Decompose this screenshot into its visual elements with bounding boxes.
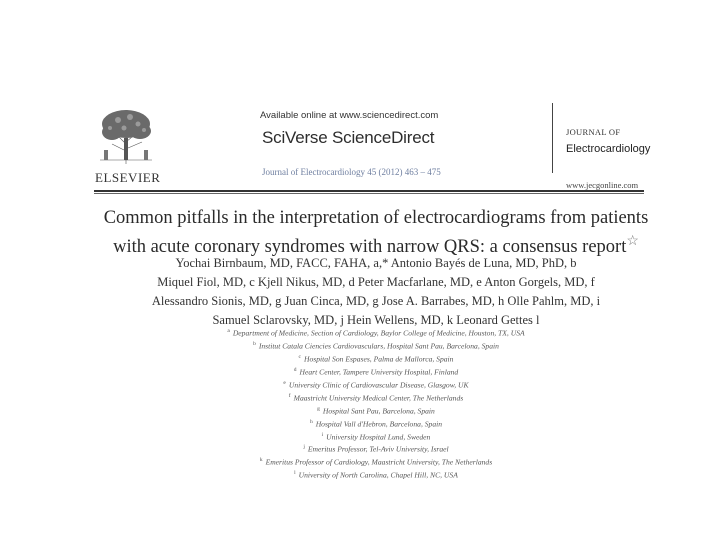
journal-url: www.jecgonline.com — [566, 180, 639, 190]
article-title — [96, 207, 656, 259]
affiliation-mark: k — [259, 457, 263, 464]
platform-name: SciVerse ScienceDirect — [262, 128, 435, 147]
available-online-text: Available online at www.sciencedirect.com — [260, 110, 439, 121]
affiliation-item — [96, 326, 656, 339]
affiliation-item — [96, 468, 656, 481]
author-list — [96, 254, 656, 330]
affiliation-item — [96, 417, 656, 430]
affiliation-text: Hospital Son Espases, Palma de Mallorca, Spain — [303, 354, 454, 364]
journal-masthead-divider — [552, 103, 643, 173]
affiliation-mark: e — [283, 379, 286, 386]
affiliation-text: Emeritus Professor, Tel-Aviv University, Israel — [307, 444, 449, 454]
journal-of-label: JOURNAL OF — [566, 127, 621, 137]
affiliation-text: Maastricht University Medical Center, The Netherlands — [293, 393, 464, 403]
affiliation-text: Department of Medicine, Section of Cardiology, Baylor College of Medicine, Houston, TX, USA — [232, 328, 525, 338]
affiliation-item — [96, 430, 656, 443]
affiliation-list — [96, 326, 656, 481]
affiliation-item — [96, 442, 656, 455]
affiliation-item — [96, 455, 656, 468]
affiliation-mark: i — [321, 431, 324, 438]
affiliation-mark: j — [303, 444, 305, 451]
title-text: with acute coronary syndromes with narrow QRS: a consensus report — [113, 237, 627, 258]
title-line: Common pitfalls in the interpretation of electrocardiograms from patients — [103, 208, 649, 228]
affiliation-item — [96, 404, 656, 417]
affiliation-mark: a — [227, 328, 230, 334]
affiliation-mark: b — [253, 340, 256, 347]
title-star-icon: ☆ — [626, 234, 639, 249]
journal-name: Electrocardiology — [566, 143, 651, 155]
affiliation-item — [96, 391, 656, 404]
affiliation-text: Institut Catala Ciencies Cardiovasculars, Hospital Sant Pau, Barcelona, Spain — [258, 341, 499, 351]
affiliation-mark: d — [293, 366, 297, 373]
affiliation-mark: l — [294, 470, 296, 477]
affiliation-item — [96, 339, 656, 352]
affiliation-text: University of North Carolina, Chapel Hill, NC, USA — [298, 470, 458, 480]
author-line: Alessandro Sionis, MD, g Juan Cinca, MD, g Jose A. Barrabes, MD, h Olle Pahlm, MD, i — [151, 294, 601, 308]
affiliation-item — [96, 352, 656, 365]
affiliation-text: Emeritus Professor of Cardiology, Maastricht University, The Netherlands — [265, 457, 493, 467]
elsevier-tree-logo — [94, 104, 158, 168]
journal-reference: Journal of Electrocardiology 45 (2012) 463 – 475 — [262, 167, 441, 177]
author-line: Miquel Fiol, MD, c Kjell Nikus, MD, d Peter Macfarlane, MD, e Anton Gorgels, MD, f — [157, 275, 595, 289]
affiliation-text: Heart Center, Tampere University Hospital, Finland — [299, 367, 459, 377]
affiliation-mark: c — [298, 353, 301, 360]
author-line: Yochai Birnbaum, MD, FACC, FAHA, a,* Antonio Bayés de Luna, MD, PhD, b — [175, 256, 577, 270]
affiliation-mark: f — [288, 392, 291, 399]
author-line: Samuel Sclarovsky, MD, j Hein Wellens, MD, k Leonard Gettes l — [212, 313, 540, 327]
publisher-name: ELSEVIER — [95, 170, 161, 185]
header-rule — [94, 190, 644, 192]
affiliation-mark: h — [309, 418, 313, 425]
affiliation-item — [96, 365, 656, 378]
affiliation-item — [96, 378, 656, 391]
affiliation-text: Hospital Vall d'Hebron, Barcelona, Spain — [315, 419, 443, 429]
header-rule-thin — [94, 193, 644, 194]
affiliation-text: University Clinic of Cardiovascular Disease, Glasgow, UK — [288, 380, 469, 390]
affiliation-text: University Hospital Lund, Sweden — [326, 432, 431, 442]
affiliation-mark: g — [317, 405, 320, 412]
affiliation-text: Hospital Sant Pau, Barcelona, Spain — [322, 406, 435, 416]
